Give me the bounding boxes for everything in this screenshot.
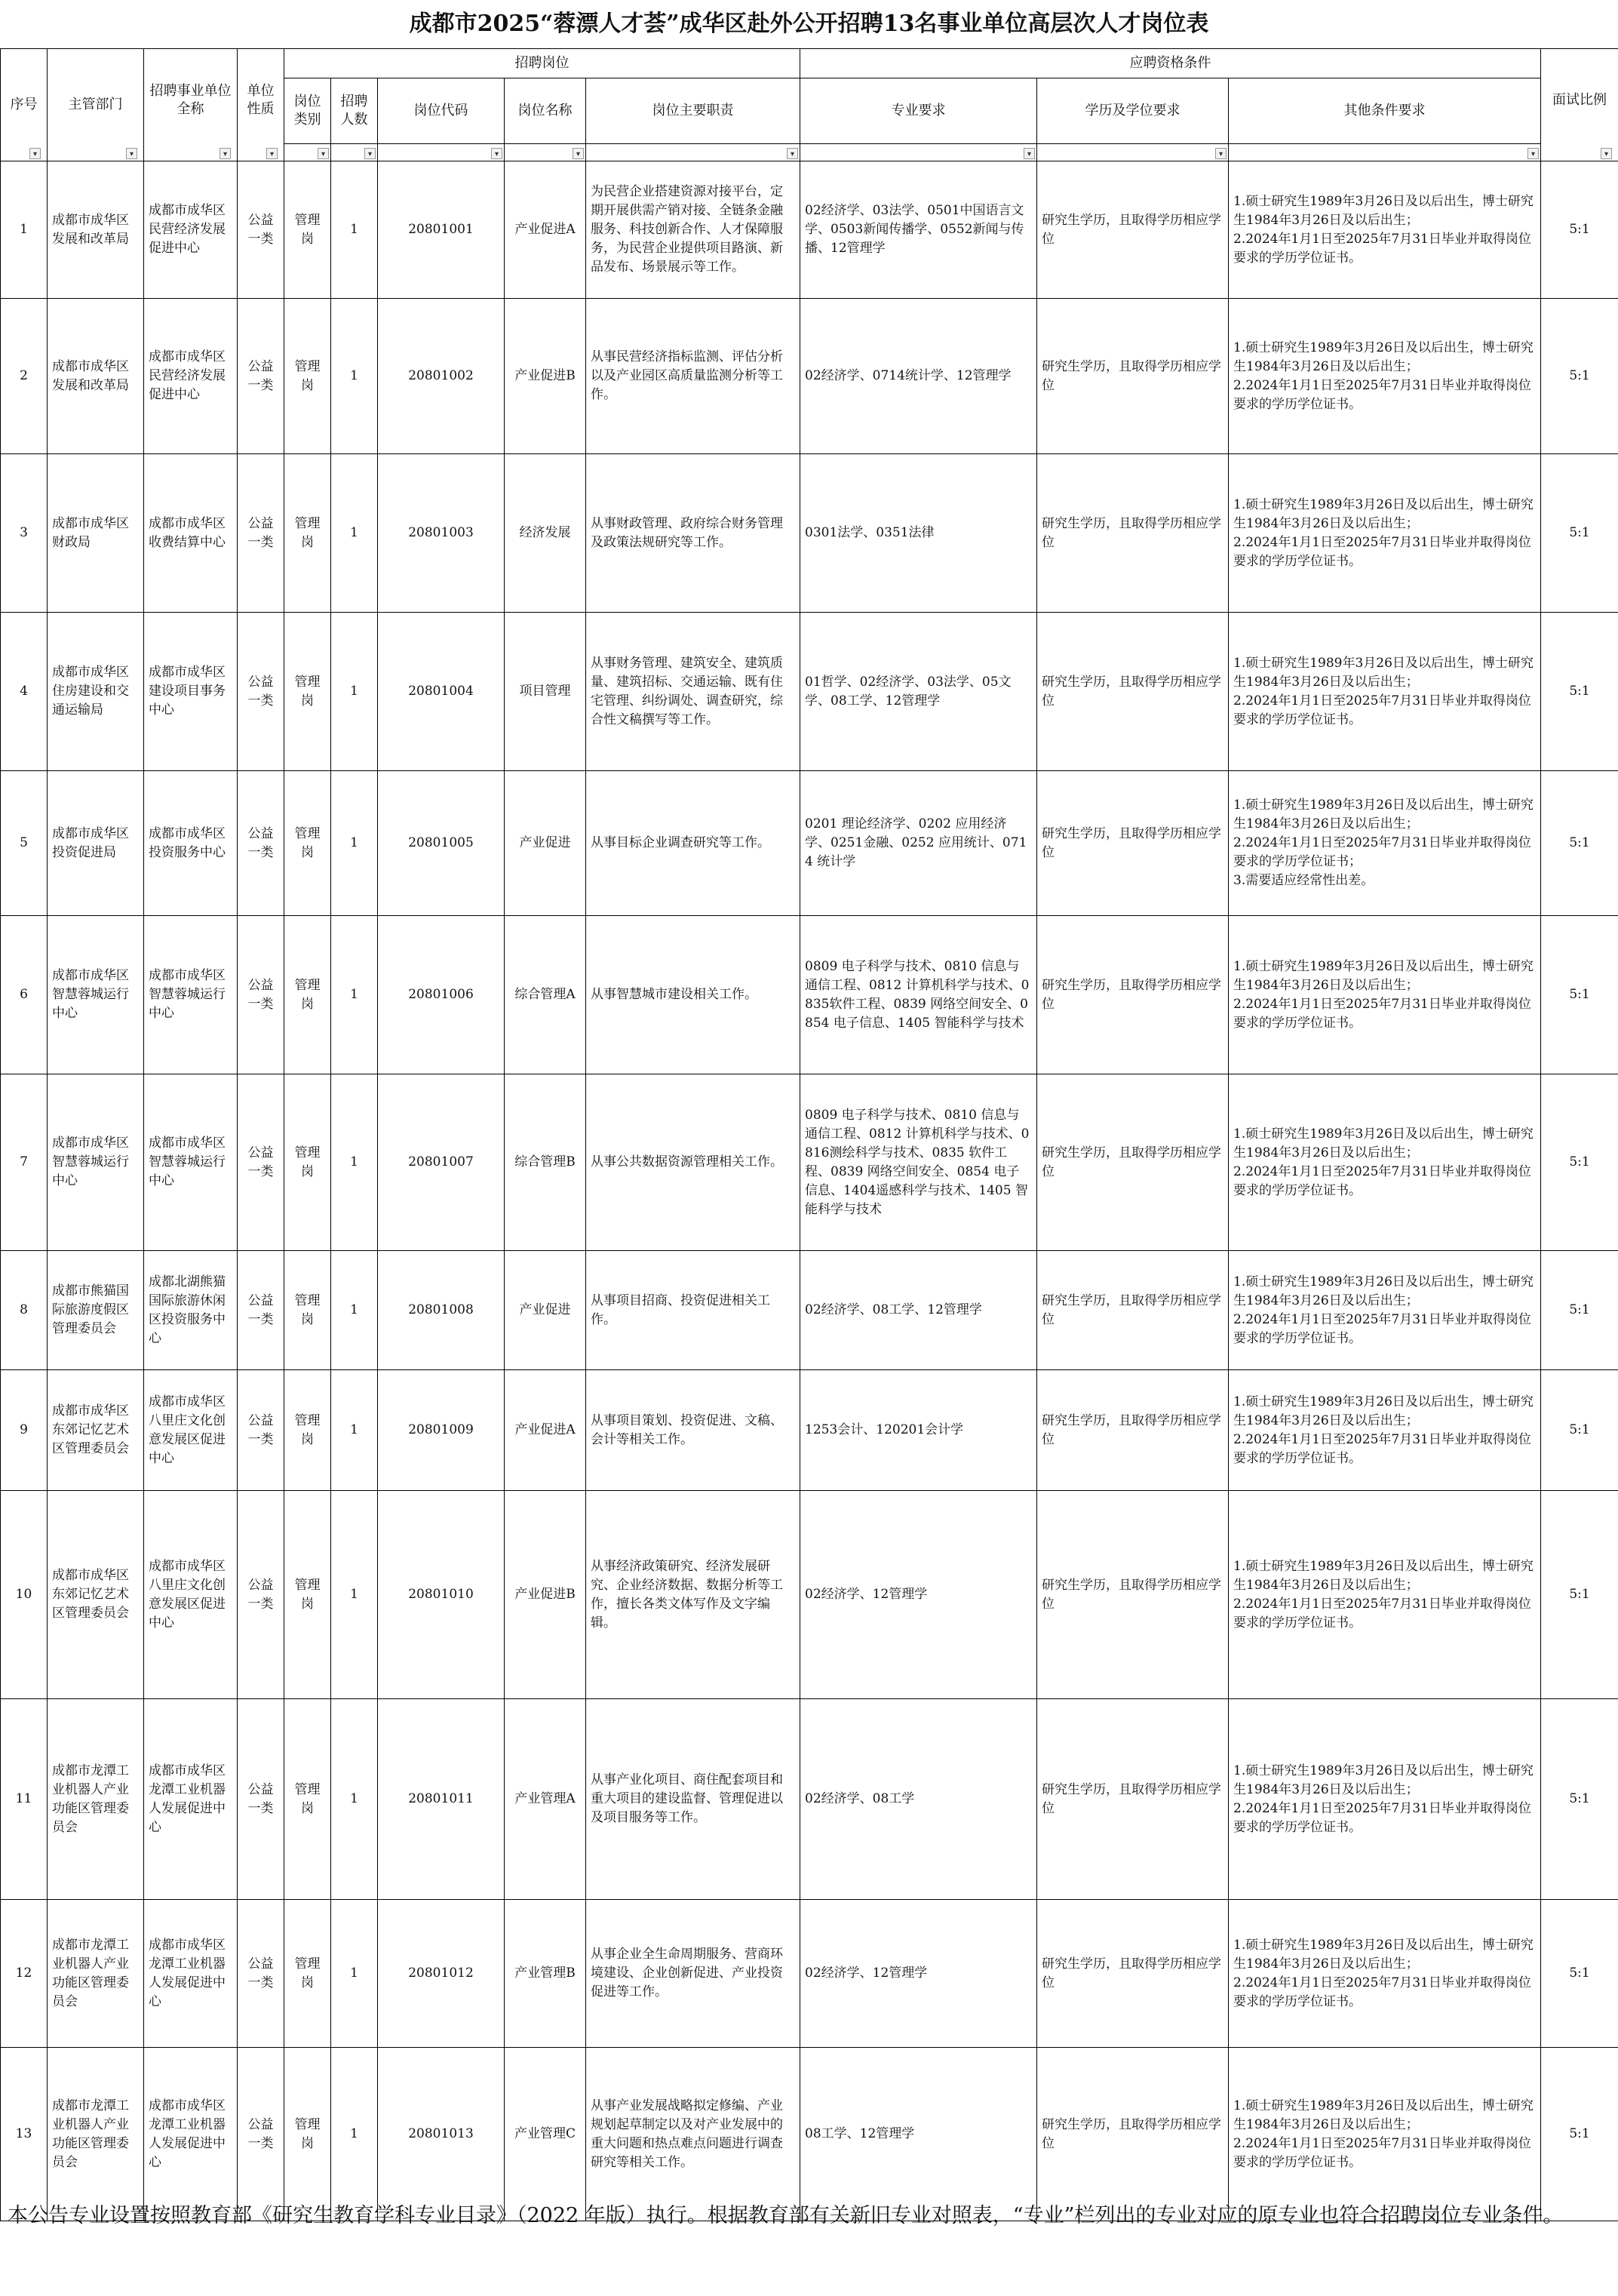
cell-num: 1 [331,613,378,771]
cell-seq: 9 [1,1370,48,1491]
filter-dropdown-icon[interactable]: ▾ [266,148,278,159]
cell-name: 产业促进B [505,299,586,454]
cell-nature: 公益一类 [238,1699,284,1900]
condition-line: 2.2024年1月1日至2025年7月31日毕业并取得岗位要求的学历学位证书。 [1233,1800,1531,1835]
col-header-name: 岗位名称 [505,78,586,144]
col-header-seq: 序号 ▾ [1,49,48,161]
cell-ratio: 5:1 [1541,1900,1618,2048]
cell-other [1229,1491,1541,1699]
cell-edu: 研究生学历，且取得学历相应学位 [1037,916,1229,1074]
cell-name: 产业促进A [505,1370,586,1491]
cell-seq: 5 [1,771,48,916]
cell-cat: 管理岗 [284,1900,331,2048]
cell-num: 1 [331,916,378,1074]
filter-dropdown-icon[interactable]: ▾ [1024,148,1035,159]
cell-seq: 6 [1,916,48,1074]
filter-dropdown-icon[interactable]: ▾ [1215,148,1227,159]
cell-dept: 成都市成华区智慧蓉城运行中心 [48,1074,144,1251]
cell-cat: 管理岗 [284,1251,331,1370]
cell-ratio: 5:1 [1541,161,1618,299]
positions-table [0,48,1618,2221]
cell-duty: 从事财政管理、政府综合财务管理及政策法规研究等工作。 [586,454,800,613]
col-header-major: 专业要求 [800,78,1037,144]
cell-dept: 成都市龙潭工业机器人产业功能区管理委员会 [48,1900,144,2048]
condition-line: 2.2024年1月1日至2025年7月31日毕业并取得岗位要求的学历学位证书。 [1233,231,1531,266]
cell-duty: 从事目标企业调查研究等工作。 [586,771,800,916]
cell-major: 1253会计、120201会计学 [800,1370,1037,1491]
cell-edu: 研究生学历，且取得学历相应学位 [1037,1900,1229,2048]
cell-major: 02经济学、0714统计学、12管理学 [800,299,1037,454]
cell-edu: 研究生学历，且取得学历相应学位 [1037,1074,1229,1251]
table-row [1,916,1618,1074]
cell-ratio: 5:1 [1541,1251,1618,1370]
cell-name: 项目管理 [505,613,586,771]
cell-edu: 研究生学历，且取得学历相应学位 [1037,1251,1229,1370]
cell-cat: 管理岗 [284,1491,331,1699]
cell-seq: 1 [1,161,48,299]
table-row [1,1491,1618,1699]
col-header-num: 招聘人数 [331,78,378,144]
cell-nature: 公益一类 [238,1251,284,1370]
cell-duty: 从事产业化项目、商住配套项目和重大项目的建设监督、管理促进以及项目服务等工作。 [586,1699,800,1900]
table-row [1,1699,1618,1900]
cell-dept: 成都市成华区财政局 [48,454,144,613]
condition-line: 2.2024年1月1日至2025年7月31日毕业并取得岗位要求的学历学位证书； [1233,835,1531,869]
cell-other [1229,2048,1541,2221]
cell-duty: 从事公共数据资源管理相关工作。 [586,1074,800,1251]
cell-ratio: 5:1 [1541,613,1618,771]
cell-major: 0809 电子科学与技术、0810 信息与通信工程、0812 计算机科学与技术、0835软件工程、0839 网络空间安全、0854 电子信息、1405 智能科学与技术 [800,916,1037,1074]
cell-major: 0809 电子科学与技术、0810 信息与通信工程、0812 计算机科学与技术、0816测绘科学与技术、0835 软件工程、0839 网络空间安全、0854 电子信息、1404遥感科学与技术、1405 智能科学与技术 [800,1074,1037,1251]
filter-cell-code [378,144,505,161]
cell-unit: 成都市成华区龙潭工业机器人发展促进中心 [144,1900,238,2048]
cell-unit: 成都市成华区投资服务中心 [144,771,238,916]
cell-code: 20801003 [378,454,505,613]
condition-line: 1.硕士研究生1989年3月26日及以后出生，博士研究生1984年3月26日及以后出生； [1233,340,1534,374]
cell-major: 02经济学、08工学 [800,1699,1037,1900]
cell-ratio: 5:1 [1541,1699,1618,1900]
cell-edu: 研究生学历，且取得学历相应学位 [1037,1370,1229,1491]
col-header-edu: 学历及学位要求 [1037,78,1229,144]
cell-ratio: 5:1 [1541,1074,1618,1251]
cell-other [1229,161,1541,299]
cell-num: 1 [331,299,378,454]
cell-name: 产业管理A [505,1699,586,1900]
filter-dropdown-icon[interactable]: ▾ [318,148,329,159]
condition-line: 2.2024年1月1日至2025年7月31日毕业并取得岗位要求的学历学位证书。 [1233,1431,1531,1466]
table-row [1,1900,1618,2048]
table-row [1,613,1618,771]
cell-nature: 公益一类 [238,299,284,454]
cell-major: 01哲学、02经济学、03法学、05文学、08工学、12管理学 [800,613,1037,771]
condition-line: 1.硕士研究生1989年3月26日及以后出生，博士研究生1984年3月26日及以后出生； [1233,1763,1534,1797]
cell-name: 产业促进 [505,1251,586,1370]
condition-line: 2.2024年1月1日至2025年7月31日毕业并取得岗位要求的学历学位证书。 [1233,996,1531,1031]
cell-name: 产业管理B [505,1900,586,2048]
cell-num: 1 [331,1074,378,1251]
cell-duty: 从事项目招商、投资促进相关工作。 [586,1251,800,1370]
filter-dropdown-icon[interactable]: ▾ [29,148,41,159]
col-header-cat: 岗位类别 [284,78,331,144]
table-row [1,2048,1618,2221]
cell-seq: 8 [1,1251,48,1370]
cell-unit: 成都市成华区八里庄文化创意发展区促进中心 [144,1491,238,1699]
filter-cell-cat [284,144,331,161]
cell-cat: 管理岗 [284,916,331,1074]
cell-other [1229,299,1541,454]
condition-line: 2.2024年1月1日至2025年7月31日毕业并取得岗位要求的学历学位证书。 [1233,2135,1531,2170]
cell-seq: 11 [1,1699,48,1900]
cell-code: 20801004 [378,613,505,771]
condition-line: 1.硕士研究生1989年3月26日及以后出生，博士研究生1984年3月26日及以后出生； [1233,193,1534,228]
cell-code: 20801002 [378,299,505,454]
cell-unit: 成都市成华区民营经济发展促进中心 [144,161,238,299]
cell-num: 1 [331,454,378,613]
cell-nature: 公益一类 [238,916,284,1074]
cell-cat: 管理岗 [284,1074,331,1251]
cell-cat: 管理岗 [284,161,331,299]
filter-dropdown-icon[interactable]: ▾ [787,148,798,159]
col-header-nature: 单位性质 ▾ [238,49,284,161]
cell-dept: 成都市成华区东郊记忆艺术区管理委员会 [48,1370,144,1491]
cell-cat: 管理岗 [284,771,331,916]
cell-duty: 从事企业全生命周期服务、营商环境建设、企业创新促进、产业投资促进等工作。 [586,1900,800,2048]
cell-code: 20801013 [378,2048,505,2221]
condition-line: 2.2024年1月1日至2025年7月31日毕业并取得岗位要求的学历学位证书。 [1233,693,1531,727]
table-row [1,1251,1618,1370]
cell-other [1229,1074,1541,1251]
condition-line: 2.2024年1月1日至2025年7月31日毕业并取得岗位要求的学历学位证书。 [1233,377,1531,412]
cell-code: 20801011 [378,1699,505,1900]
condition-line: 1.硕士研究生1989年3月26日及以后出生，博士研究生1984年3月26日及以后出生； [1233,1558,1534,1593]
cell-other [1229,613,1541,771]
cell-ratio: 5:1 [1541,299,1618,454]
cell-num: 1 [331,1370,378,1491]
cell-duty: 从事民营经济指标监测、评估分析以及产业园区高质量监测分析等工作。 [586,299,800,454]
cell-dept: 成都市熊猫国际旅游度假区管理委员会 [48,1251,144,1370]
cell-dept: 成都市成华区发展和改革局 [48,161,144,299]
cell-num: 1 [331,1491,378,1699]
cell-code: 20801010 [378,1491,505,1699]
cell-seq: 12 [1,1900,48,2048]
cell-edu: 研究生学历，且取得学历相应学位 [1037,1491,1229,1699]
table-row [1,299,1618,454]
cell-cat: 管理岗 [284,299,331,454]
cell-other [1229,1370,1541,1491]
condition-line: 2.2024年1月1日至2025年7月31日毕业并取得岗位要求的学历学位证书。 [1233,1163,1531,1198]
col-header-other: 其他条件要求 [1229,78,1541,144]
cell-dept: 成都市成华区智慧蓉城运行中心 [48,916,144,1074]
cell-dept: 成都市龙潭工业机器人产业功能区管理委员会 [48,1699,144,1900]
filter-cell-edu [1037,144,1229,161]
cell-num: 1 [331,1900,378,2048]
condition-line: 2.2024年1月1日至2025年7月31日毕业并取得岗位要求的学历学位证书。 [1233,1311,1531,1346]
cell-ratio: 5:1 [1541,454,1618,613]
cell-duty: 从事经济政策研究、经济发展研究、企业经济数据、数据分析等工作，擅长各类文体写作及文字编辑。 [586,1491,800,1699]
table-row [1,1074,1618,1251]
condition-line: 1.硕士研究生1989年3月26日及以后出生，博士研究生1984年3月26日及以后出生； [1233,1937,1534,1972]
condition-line: 2.2024年1月1日至2025年7月31日毕业并取得岗位要求的学历学位证书。 [1233,1596,1531,1631]
col-header-code: 岗位代码 [378,78,505,144]
filter-cell-other [1229,144,1541,161]
cell-unit: 成都市成华区智慧蓉城运行中心 [144,916,238,1074]
cell-major: 02经济学、12管理学 [800,1900,1037,2048]
cell-edu: 研究生学历，且取得学历相应学位 [1037,613,1229,771]
cell-unit: 成都市成华区龙潭工业机器人发展促进中心 [144,1699,238,1900]
cell-seq: 3 [1,454,48,613]
condition-line: 2.2024年1月1日至2025年7月31日毕业并取得岗位要求的学历学位证书。 [1233,1975,1531,2009]
col-header-unit: 招聘事业单位全称 ▾ [144,49,238,161]
cell-name: 产业促进A [505,161,586,299]
cell-nature: 公益一类 [238,1900,284,2048]
cell-unit: 成都市成华区建设项目事务中心 [144,613,238,771]
filter-dropdown-icon[interactable]: ▾ [573,148,584,159]
cell-num: 1 [331,161,378,299]
cell-duty: 从事产业发展战略拟定修编、产业规划起草制定以及对产业发展中的重大问题和热点难点问题进行调查研究等相关工作。 [586,2048,800,2221]
condition-line: 1.硕士研究生1989年3月26日及以后出生，博士研究生1984年3月26日及以后出生； [1233,2098,1534,2132]
cell-nature: 公益一类 [238,2048,284,2221]
col-header-dept: 主管部门 ▾ [48,49,144,161]
condition-line: 2.2024年1月1日至2025年7月31日毕业并取得岗位要求的学历学位证书。 [1233,534,1531,569]
cell-code: 20801012 [378,1900,505,2048]
filter-cell-duty [586,144,800,161]
cell-dept: 成都市成华区投资促进局 [48,771,144,916]
cell-code: 20801006 [378,916,505,1074]
cell-ratio: 5:1 [1541,916,1618,1074]
condition-line: 1.硕士研究生1989年3月26日及以后出生，博士研究生1984年3月26日及以后出生； [1233,1274,1534,1308]
filter-dropdown-icon[interactable]: ▾ [491,148,502,159]
cell-dept: 成都市龙潭工业机器人产业功能区管理委员会 [48,2048,144,2221]
cell-name: 产业促进B [505,1491,586,1699]
cell-edu: 研究生学历，且取得学历相应学位 [1037,299,1229,454]
cell-edu: 研究生学历，且取得学历相应学位 [1037,771,1229,916]
cell-major: 02经济学、12管理学 [800,1491,1037,1699]
cell-duty: 从事智慧城市建设相关工作。 [586,916,800,1074]
filter-dropdown-icon[interactable]: ▾ [364,148,376,159]
cell-cat: 管理岗 [284,1699,331,1900]
cell-code: 20801001 [378,161,505,299]
cell-seq: 2 [1,299,48,454]
cell-seq: 10 [1,1491,48,1699]
cell-name: 综合管理B [505,1074,586,1251]
filter-dropdown-icon[interactable]: ▾ [1527,148,1539,159]
cell-nature: 公益一类 [238,161,284,299]
cell-unit: 成都市成华区龙潭工业机器人发展促进中心 [144,2048,238,2221]
cell-edu: 研究生学历，且取得学历相应学位 [1037,1699,1229,1900]
cell-edu: 研究生学历，且取得学历相应学位 [1037,2048,1229,2221]
cell-code: 20801005 [378,771,505,916]
cell-dept: 成都市成华区住房建设和交通运输局 [48,613,144,771]
filter-cell-major [800,144,1037,161]
condition-line: 1.硕士研究生1989年3月26日及以后出生，博士研究生1984年3月26日及以后出生； [1233,1126,1534,1160]
cell-nature: 公益一类 [238,454,284,613]
cell-seq: 4 [1,613,48,771]
cell-name: 综合管理A [505,916,586,1074]
col-header-duty: 岗位主要职责 [586,78,800,144]
cell-code: 20801007 [378,1074,505,1251]
cell-name: 经济发展 [505,454,586,613]
col-header-ratio: 面试比例 ▾ [1541,49,1618,161]
cell-code: 20801009 [378,1370,505,1491]
cell-seq: 7 [1,1074,48,1251]
group-header-qual: 应聘资格条件 [800,49,1541,78]
cell-major: 0301法学、0351法律 [800,454,1037,613]
cell-nature: 公益一类 [238,1074,284,1251]
cell-unit: 成都市成华区收费结算中心 [144,454,238,613]
cell-ratio: 5:1 [1541,1491,1618,1699]
cell-num: 1 [331,2048,378,2221]
table-row [1,771,1618,916]
table-row [1,161,1618,299]
cell-name: 产业管理C [505,2048,586,2221]
cell-major: 0201 理论经济学、0202 应用经济学、0251金融、0252 应用统计、0714 统计学 [800,771,1037,916]
cell-num: 1 [331,1251,378,1370]
filter-dropdown-icon[interactable]: ▾ [1601,148,1612,159]
cell-nature: 公益一类 [238,613,284,771]
cell-cat: 管理岗 [284,2048,331,2221]
condition-line: 1.硕士研究生1989年3月26日及以后出生，博士研究生1984年3月26日及以后出生； [1233,1394,1534,1428]
cell-other [1229,1251,1541,1370]
cell-num: 1 [331,1699,378,1900]
cell-cat: 管理岗 [284,454,331,613]
cell-major: 02经济学、03法学、0501中国语言文学、0503新闻传播学、0552新闻与传播、12管理学 [800,161,1037,299]
table-row [1,1370,1618,1491]
cell-other [1229,916,1541,1074]
condition-line: 1.硕士研究生1989年3月26日及以后出生，博士研究生1984年3月26日及以后出生； [1233,958,1534,993]
page-title: 成都市2025“蓉漂人才荟”成华区赴外公开招聘13名事业单位高层次人才岗位表 [409,11,1209,37]
cell-nature: 公益一类 [238,1370,284,1491]
cell-dept: 成都市成华区发展和改革局 [48,299,144,454]
cell-unit: 成都市成华区智慧蓉城运行中心 [144,1074,238,1251]
table-body [1,161,1618,2221]
cell-cat: 管理岗 [284,613,331,771]
cell-other [1229,454,1541,613]
cell-other [1229,1900,1541,2048]
cell-unit: 成都市成华区八里庄文化创意发展区促进中心 [144,1370,238,1491]
cell-cat: 管理岗 [284,1370,331,1491]
table-row [1,454,1618,613]
cell-other [1229,771,1541,916]
condition-line: 1.硕士研究生1989年3月26日及以后出生，博士研究生1984年3月26日及以后出生； [1233,496,1534,531]
filter-dropdown-icon[interactable]: ▾ [126,148,137,159]
cell-ratio: 5:1 [1541,2048,1618,2221]
cell-major: 08工学、12管理学 [800,2048,1037,2221]
cell-num: 1 [331,771,378,916]
cell-edu: 研究生学历，且取得学历相应学位 [1037,161,1229,299]
group-header-post: 招聘岗位 [284,49,800,78]
filter-cell-num [331,144,378,161]
cell-unit: 成都北湖熊猫国际旅游休闲区投资服务中心 [144,1251,238,1370]
cell-code: 20801008 [378,1251,505,1370]
cell-major: 02经济学、08工学、12管理学 [800,1251,1037,1370]
cell-nature: 公益一类 [238,771,284,916]
filter-cell-name [505,144,586,161]
cell-ratio: 5:1 [1541,771,1618,916]
cell-duty: 为民营企业搭建资源对接平台，定期开展供需产销对接、全链条金融服务、科技创新合作、人才保障服务，为民营企业提供项目路演、新品发布、场景展示等工作。 [586,161,800,299]
cell-name: 产业促进 [505,771,586,916]
cell-edu: 研究生学历，且取得学历相应学位 [1037,454,1229,613]
cell-other [1229,1699,1541,1900]
cell-seq: 13 [1,2048,48,2221]
cell-duty: 从事项目策划、投资促进、文稿、会计等相关工作。 [586,1370,800,1491]
condition-line: 1.硕士研究生1989年3月26日及以后出生，博士研究生1984年3月26日及以后出生； [1233,655,1534,690]
cell-duty: 从事财务管理、建筑安全、建筑质量、建筑招标、交通运输、既有住宅管理、纠纷调处、调查研究，综合性文稿撰写等工作。 [586,613,800,771]
condition-line: 3.需要适应经常性出差。 [1233,873,1374,888]
footnote: 本公告专业设置按照教育部《研究生教育学科专业目录》（2022 年版）执行。根据教育部有关新旧专业对照表，“专业”栏列出的专业对应的原专业也符合招聘岗位专业条件。 [8,2204,1564,2227]
cell-unit: 成都市成华区民营经济发展促进中心 [144,299,238,454]
cell-ratio: 5:1 [1541,1370,1618,1491]
cell-nature: 公益一类 [238,1491,284,1699]
cell-dept: 成都市成华区东郊记忆艺术区管理委员会 [48,1491,144,1699]
filter-dropdown-icon[interactable]: ▾ [220,148,231,159]
condition-line: 1.硕士研究生1989年3月26日及以后出生，博士研究生1984年3月26日及以后出生； [1233,798,1534,831]
